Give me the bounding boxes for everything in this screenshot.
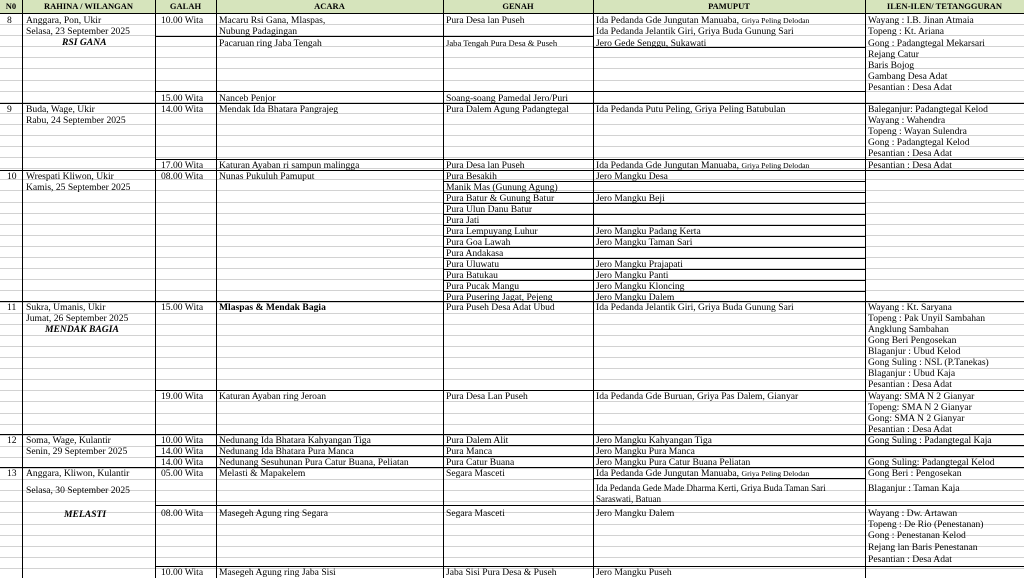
list-item: Pura Goa Lawah: [446, 237, 511, 248]
genah-text: Segara Masceti: [446, 468, 505, 479]
ilen-text: Baris Bojog: [868, 60, 915, 71]
acara-text: Nanceb Penjor: [219, 93, 276, 104]
list-item: 14.00 Wita: [161, 446, 204, 457]
pamuput-text: [596, 15, 809, 26]
header-pamuput: PAMUPUT: [708, 1, 750, 11]
list-item: Jero Mangku Kloncing: [596, 281, 685, 292]
list-item: Gong Beri Pengosekan: [868, 335, 957, 346]
gridline: [0, 179, 1024, 180]
rahina-event-title: MELASTI: [64, 509, 107, 520]
pamuput-text: Ida Pedanda Jelantik Giri, Griya Buda Gunung Sari: [596, 302, 794, 313]
galah-time: 15.00 Wita: [161, 302, 204, 313]
pamuput-name: Ida Pedanda Gde Jungutan Manuaba,: [596, 15, 742, 26]
list-item: Pura Batur & Gunung Batur: [446, 193, 555, 204]
list-item: Angklung Sambahan: [868, 324, 949, 335]
list-item: Gong: SMA N 2 Gianyar: [868, 413, 965, 424]
list-item: Manik Mas (Gunung Agung): [446, 182, 558, 193]
row-number: 12: [7, 435, 17, 446]
ilen-text: Blaganjur : Taman Kaja: [868, 483, 960, 494]
acara-text: Macaru Rsi Gana, Mlaspas,: [219, 15, 326, 26]
rahina-event-title: MENDAK BAGIA: [45, 324, 119, 335]
pamuput-griya: Griya Peling Delodan: [741, 161, 810, 170]
ilen-text: Pesantian : Desa Adat: [868, 160, 952, 171]
genah-text: Soang-soang Pamedal Jero/Puri: [446, 93, 569, 104]
column-border: [216, 0, 217, 578]
acara-text: Masegeh Agung ring Segara: [219, 508, 328, 519]
list-item: Blaganjur : Ubud Kelod: [868, 346, 961, 357]
pamuput-text: Ida Pedanda Gde Buruan, Griya Pas Dalem, Gianyar: [596, 391, 799, 402]
list-item: Pura Besakih: [446, 171, 497, 182]
rahina-day: Buda, Wage, Ukir: [26, 104, 95, 115]
ilen-text: Gong Beri : Pengosekan: [868, 468, 962, 479]
ilen-text: Wayang : Dw. Artawan: [868, 508, 958, 519]
pamuput-text: Ida Pedanda Gede Made Dharma Kerti, Griya Buda Taman Sari: [596, 483, 826, 493]
acara-text: Katuran Ayaban ring Jeroan: [219, 391, 327, 402]
acara-text: Melasti & Mapakelem: [219, 468, 306, 479]
list-item: Pura Andakasa: [446, 248, 504, 259]
list-item: Jero Mangku Dalem: [596, 292, 675, 303]
pamuput-griya: Griya Peling Delodan: [741, 16, 810, 25]
pamuput-text: Jero Mangku Dalem: [596, 508, 675, 519]
pamuput-text: Jero Mangku Puseh: [596, 567, 672, 578]
rahina-day: Wrespati Kliwon, Ukir: [26, 171, 114, 182]
pamuput-text: Jero Gede Senggu, Sukawati: [596, 38, 707, 49]
column-border: [22, 0, 23, 578]
genah-text: Pura Puseh Desa Adat Ubud: [446, 302, 555, 313]
list-item: Pesantian : Desa Adat: [868, 379, 952, 390]
ilen-text: Rejang lan Baris Penestanan: [868, 542, 978, 553]
galah-time: 10.00 Wita: [161, 567, 204, 578]
pamuput-text: [596, 160, 809, 171]
list-item: Wayang : Kt. Saryana: [868, 302, 952, 313]
rahina-date: Kamis, 25 September 2025: [26, 182, 131, 193]
list-item: Pura Manca: [446, 446, 493, 457]
rahina-day: Soma, Wage, Kulantir: [26, 435, 111, 446]
row-number: 11: [7, 302, 17, 313]
acara-text: Mlaspas & Mendak Bagia: [219, 302, 326, 313]
header-galah: GALAH: [169, 1, 202, 11]
list-item: Jero Mangku Pura Manca: [596, 446, 695, 457]
list-item: Topeng: SMA N 2 Gianyar: [868, 402, 972, 413]
pamuput-text: Saraswati, Batuan: [596, 494, 661, 504]
header-acara: ACARA: [314, 1, 345, 11]
list-item: Pura Dalem Alit: [446, 435, 509, 446]
gridline: [0, 479, 1024, 480]
acara-text: Nunas Pukuluh Pamuput: [219, 171, 315, 182]
ilen-text: Gong : Padangtegal Mekarsari: [868, 38, 985, 49]
cell-border: [155, 505, 1024, 506]
list-item: Jero Mangku Kahyangan Tiga: [596, 435, 712, 446]
list-item: Pura Batukau: [446, 270, 498, 281]
list-item: Jero Mangku Taman Sari: [596, 237, 693, 248]
rahina-date: Senin, 29 September 2025: [26, 446, 128, 457]
rahina-day: Anggara, Pon, Ukir: [26, 15, 102, 26]
list-item: Jero Mangku Prajapati: [596, 259, 683, 270]
genah-text: Pura Desa lan Puseh: [446, 160, 525, 171]
column-border: [865, 0, 866, 578]
list-item: Pura Uluwatu: [446, 259, 500, 270]
list-item: Blaganjur : Ubud Kaja: [868, 368, 956, 379]
header-ilen: ILEN-ILEN/ TETANGGURAN: [886, 1, 1003, 11]
list-item: Pura Lempuyang Luhur: [446, 226, 538, 237]
list-item: Jero Mangku Desa: [596, 171, 668, 182]
column-border: [443, 0, 444, 578]
genah-text: Jaba Sisi Pura Desa & Puseh: [446, 567, 557, 578]
table-header-row: [0, 0, 1024, 14]
galah-time: 08.00 Wita: [161, 171, 204, 182]
ilen-text: Topeng : De Rio (Penestanan): [868, 519, 984, 530]
galah-time: 19.00 Wita: [161, 391, 204, 402]
list-item: Pura Pucak Mangu: [446, 281, 520, 292]
ilen-text: Gambang Desa Adat: [868, 71, 948, 82]
acara-text: Masegeh Agung ring Jaba Sisi: [219, 567, 336, 578]
list-item: Gong Suling : NSL (P.Tanekas): [868, 357, 989, 368]
pamuput-text: [596, 468, 809, 479]
list-item: Pura Jati: [446, 215, 480, 226]
pamuput-text: Ida Pedanda Jelantik Giri, Griya Buda Gunung Sari: [596, 26, 794, 37]
gridline: [0, 501, 1024, 502]
header-no: N0: [5, 1, 17, 11]
list-item: Jero Mangku Pura Catur Buana Peliatan: [596, 457, 751, 468]
row-number: 13: [7, 468, 17, 479]
list-item: Topeng : Pak Unyil Sambahan: [868, 313, 986, 324]
list-item: Jero Mangku Beji: [596, 193, 665, 204]
list-item: 10.00 Wita: [161, 435, 204, 446]
galah-time: 15.00 Wita: [161, 93, 204, 104]
galah-time: 08.00 Wita: [161, 508, 204, 519]
list-item: Pura Ulun Danu Batur: [446, 204, 533, 215]
header-genah: GENAH: [502, 1, 534, 11]
header-rahina: RAHINA / WILANGAN: [43, 1, 134, 11]
rahina-date: Jumat, 26 September 2025: [26, 313, 129, 324]
ilen-text: Wayang : Wahendra: [868, 115, 946, 126]
pamuput-griya: Griya Peling Delodan: [741, 469, 810, 478]
ilen-text: Gong : Penestanan Kelod: [868, 530, 966, 541]
list-item: Jero Mangku Panti: [596, 270, 669, 281]
row-number: 8: [7, 15, 12, 26]
genah-text: Pura Desa lan Puseh: [446, 15, 525, 26]
ilen-text: Topeng : Kt. Ariana: [868, 26, 945, 37]
row-number: 10: [7, 171, 17, 182]
list-item: Nedunang Sesuhunan Pura Catur Buana, Peliatan: [219, 457, 409, 468]
cell-border: [155, 91, 865, 92]
galah-time: 17.00 Wita: [161, 160, 204, 171]
list-item: Nedunang Ida Bhatara Pura Manca: [219, 446, 354, 457]
ilen-text: Pesantian : Desa Adat: [868, 148, 952, 159]
acara-text: Katuran Ayaban ri sampun malingga: [219, 160, 360, 171]
ilen-text: Gong : Padangtegal Kelod: [868, 137, 970, 148]
pamuput-name: Ida Pedanda Gde Jungutan Manuaba,: [596, 160, 742, 171]
pamuput-text: Ida Pedanda Putu Peling, Griya Peling Batubulan: [596, 104, 786, 115]
gridline: [0, 446, 1024, 447]
row-number: 9: [7, 104, 12, 115]
rahina-day: Anggara, Kliwon, Kulantir: [26, 468, 130, 479]
ilen-text: Baleganjur: Padangtegal Kelod: [868, 104, 988, 115]
ilen-text: Pesantian : Desa Adat: [868, 82, 952, 93]
acara-text: Mendak Ida Bhatara Pangrajeg: [219, 104, 339, 115]
ilen-text: Gong Suling: Padangtegal Kelod: [868, 457, 995, 468]
ilen-text: Wayang : I.B. Jinan Atmaia: [868, 15, 974, 26]
ilen-text: Gong Suling : Padangtegal Kaja: [868, 435, 992, 446]
galah-time: 10.00 Wita: [161, 15, 204, 26]
list-item: Pura Pusering Jagat, Pejeng: [446, 292, 553, 303]
pamuput-name: Ida Pedanda Gde Jungutan Manuaba,: [596, 468, 742, 479]
list-item: Pesantian : Desa Adat: [868, 424, 952, 435]
acara-text: Pacaruan ring Jaba Tengah: [219, 38, 322, 49]
list-item: Wayang: SMA N 2 Gianyar: [868, 391, 975, 402]
ilen-text: Pesantian : Desa Adat: [868, 554, 952, 565]
list-item: 14.00 Wita: [161, 457, 204, 468]
list-item: Pura Catur Buana: [446, 457, 515, 468]
rahina-day: Sukra, Umanis, Ukir: [26, 302, 106, 313]
genah-text: Segara Masceti: [446, 508, 505, 519]
ilen-text: Topeng : Wayan Sulendra: [868, 126, 967, 137]
genah-text: Pura Desa Lan Puseh: [446, 391, 528, 402]
column-border: [593, 0, 594, 578]
rahina-date: Selasa, 30 September 2025: [26, 485, 130, 496]
genah-text: Pura Dalem Agung Padangtegal: [446, 104, 569, 115]
list-item: Jero Mangku Padang Kerta: [596, 226, 701, 237]
rahina-date: Rabu, 24 September 2025: [26, 115, 126, 126]
rahina-event-title: RSI GANA: [62, 37, 107, 48]
list-item: Nedunang Ida Bhatara Kahyangan Tiga: [219, 435, 371, 446]
galah-time: 14.00 Wita: [161, 104, 204, 115]
column-border: [155, 0, 156, 578]
rahina-date: Selasa, 23 September 2025: [26, 26, 130, 37]
genah-text: Jaba Tengah Pura Desa & Puseh: [446, 38, 558, 48]
acara-text: Nubung Padagingan: [219, 26, 298, 37]
ilen-text: Rejang Catur: [868, 49, 919, 60]
galah-time: 05.00 Wita: [161, 468, 204, 479]
